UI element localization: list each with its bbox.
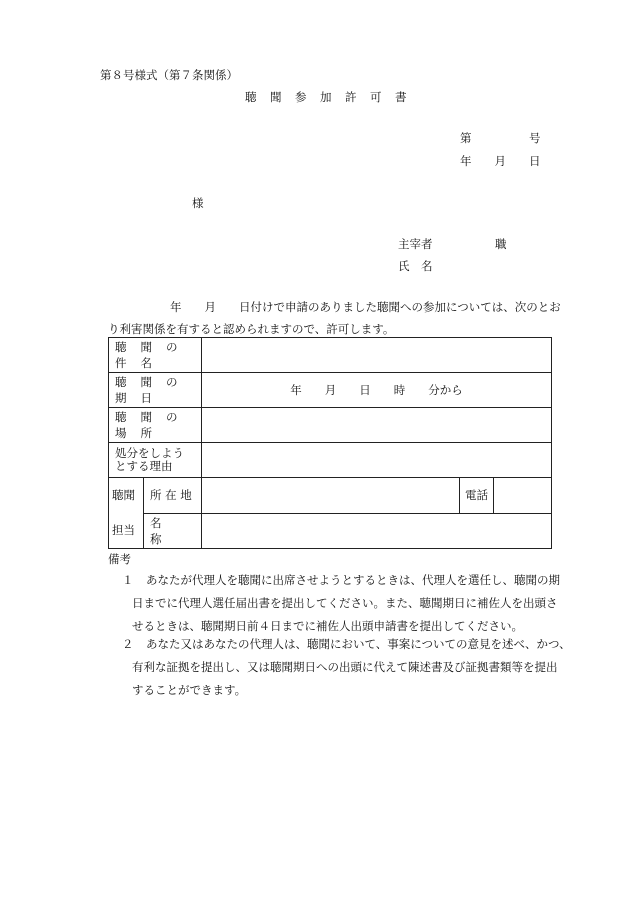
reference-number: 第 号 — [460, 131, 541, 145]
notes-heading: 備考 — [108, 552, 131, 566]
place-label: 聴 聞 の 場 所 — [109, 408, 202, 443]
permit-table — [108, 337, 552, 549]
name-label: 名 称 — [144, 513, 202, 549]
note-item-1 — [108, 569, 578, 638]
sender-position: 職 — [495, 237, 507, 251]
body-line-2: り利害関係を有すると認められますので、許可します。 — [108, 322, 395, 336]
subject-value — [202, 338, 552, 373]
place-value — [202, 408, 552, 443]
issue-date: 年 月 日 — [460, 154, 541, 168]
form-number: 第８号様式（第７条関係） — [100, 68, 238, 82]
address-value — [202, 478, 460, 514]
note-2-line-3: することができます。 — [132, 683, 247, 697]
sender-role: 主宰者 — [398, 237, 433, 251]
note-item-2 — [108, 633, 578, 702]
note-1-line-2: 日までに代理人選任届出書を提出してください。また、聴聞期日に補佐人を出頭さ — [132, 596, 558, 610]
reason-value — [202, 443, 552, 478]
name-value — [202, 513, 552, 549]
document-title: 聴 聞 参 加 許 可 書 — [245, 90, 408, 104]
note-1-line-3: せるときは、聴聞期日前４日までに補佐人出頭申請書を提出してください。 — [132, 619, 523, 633]
department-label-bottom: 担当 — [112, 523, 135, 537]
subject-label: 聴 聞 の 件 名 — [109, 338, 202, 373]
recipient-suffix: 様 — [192, 196, 204, 210]
reason-label: 処分をしようとする理由 — [109, 443, 202, 478]
sender-name: 氏 名 — [398, 259, 433, 273]
body-line-1: 年 月 日付けで申請のありました聴聞への参加については、次のとお — [170, 300, 561, 314]
phone-label: 電話 — [460, 478, 494, 514]
date-value: 年 月 日 時 分から — [202, 373, 552, 408]
date-label: 聴 聞 の 期 日 — [109, 373, 202, 408]
department-label-top: 聴聞 — [112, 488, 135, 502]
phone-value — [494, 478, 552, 514]
note-2-number: ２ — [122, 637, 134, 651]
note-2-line-2: 有利な証拠を提出し、又は聴聞期日への出頭に代えて陳述書及び証拠書類等を提出 — [132, 660, 558, 674]
note-1-line-1: あなたが代理人を聴聞に出席させようとするときは、代理人を選任し、聴聞の期 — [146, 573, 560, 587]
department-label — [109, 478, 144, 549]
address-label: 所 在 地 — [144, 478, 202, 514]
note-2-line-1: あなた又はあなたの代理人は、聴聞において、事案についての意見を述べ、かつ、 — [146, 637, 571, 651]
note-1-number: １ — [122, 573, 134, 587]
